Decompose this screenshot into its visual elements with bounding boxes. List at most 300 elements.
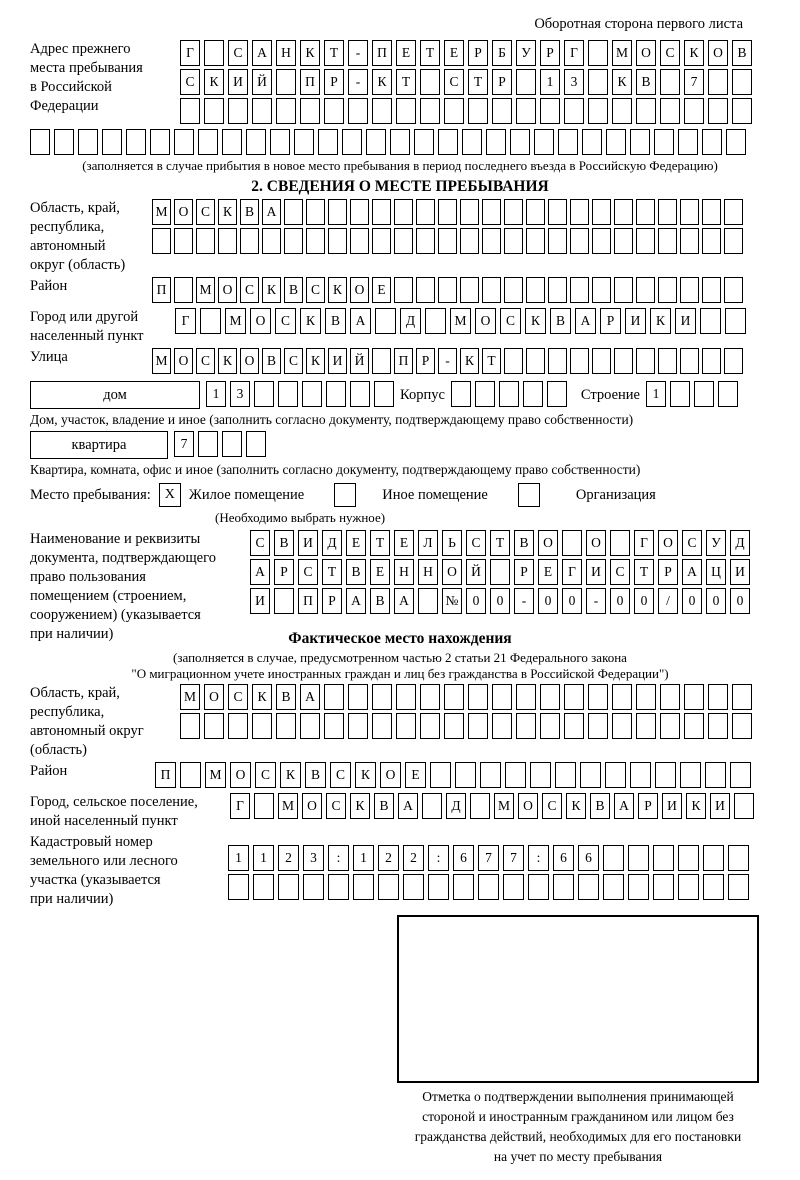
char-cell[interactable] (204, 40, 224, 66)
char-cell[interactable]: А (394, 588, 414, 614)
char-cell[interactable] (703, 845, 724, 871)
char-cell[interactable]: О (586, 530, 606, 556)
char-cell[interactable] (252, 713, 272, 739)
char-cell[interactable] (328, 228, 347, 254)
char-cell[interactable]: Д (446, 793, 466, 819)
char-cell[interactable] (422, 793, 442, 819)
char-cell[interactable] (222, 129, 242, 155)
char-cell[interactable]: Т (396, 69, 416, 95)
char-cell[interactable]: 1 (353, 845, 374, 871)
char-cell[interactable] (660, 713, 680, 739)
char-cell[interactable]: П (372, 40, 392, 66)
char-cell[interactable]: И (625, 308, 646, 334)
char-cell[interactable]: М (152, 348, 171, 374)
char-cell[interactable] (592, 228, 611, 254)
char-cell[interactable] (592, 199, 611, 225)
char-cell[interactable]: 0 (490, 588, 510, 614)
char-cell[interactable]: С (306, 277, 325, 303)
char-cell[interactable] (726, 129, 746, 155)
char-cell[interactable] (460, 228, 479, 254)
char-cell[interactable] (702, 277, 721, 303)
char-cell[interactable] (636, 98, 656, 124)
char-cell[interactable]: О (442, 559, 462, 585)
char-cell[interactable] (526, 348, 545, 374)
char-cell[interactable]: : (528, 845, 549, 871)
char-cell[interactable] (150, 129, 170, 155)
char-cell[interactable]: С (180, 69, 200, 95)
char-cell[interactable]: Ь (442, 530, 462, 556)
char-cell[interactable]: О (174, 348, 193, 374)
char-cell[interactable] (396, 684, 416, 710)
char-cell[interactable] (516, 684, 536, 710)
char-cell[interactable] (708, 98, 728, 124)
char-cell[interactable] (504, 199, 523, 225)
char-cell[interactable] (728, 845, 749, 871)
char-cell[interactable]: А (250, 559, 270, 585)
char-cell[interactable]: К (300, 308, 321, 334)
char-cell[interactable]: 0 (466, 588, 486, 614)
char-cell[interactable]: А (398, 793, 418, 819)
char-cell[interactable] (526, 199, 545, 225)
char-cell[interactable] (612, 684, 632, 710)
char-cell[interactable]: Д (730, 530, 750, 556)
char-cell[interactable] (708, 713, 728, 739)
char-cell[interactable]: Р (492, 69, 512, 95)
char-cell[interactable] (728, 874, 749, 900)
char-cell[interactable] (276, 69, 296, 95)
char-cell[interactable] (200, 308, 221, 334)
char-cell[interactable] (482, 199, 501, 225)
char-cell[interactable] (578, 874, 599, 900)
char-cell[interactable] (724, 348, 743, 374)
char-cell[interactable] (564, 684, 584, 710)
char-cell[interactable] (416, 277, 435, 303)
char-cell[interactable] (492, 684, 512, 710)
char-cell[interactable] (570, 228, 589, 254)
char-cell[interactable] (528, 874, 549, 900)
char-cell[interactable] (510, 129, 530, 155)
char-cell[interactable] (570, 199, 589, 225)
char-cell[interactable]: 2 (378, 845, 399, 871)
char-cell[interactable]: Н (418, 559, 438, 585)
char-cell[interactable] (420, 684, 440, 710)
char-cell[interactable]: М (278, 793, 298, 819)
char-cell[interactable] (548, 228, 567, 254)
char-cell[interactable] (342, 129, 362, 155)
char-cell[interactable]: Т (482, 348, 501, 374)
char-cell[interactable]: П (152, 277, 171, 303)
char-cell[interactable]: Р (468, 40, 488, 66)
char-cell[interactable]: Л (418, 530, 438, 556)
char-cell[interactable]: В (374, 793, 394, 819)
char-cell[interactable]: Н (276, 40, 296, 66)
char-cell[interactable] (680, 348, 699, 374)
char-cell[interactable]: 7 (684, 69, 704, 95)
char-cell[interactable] (375, 308, 396, 334)
char-cell[interactable]: С (466, 530, 486, 556)
char-cell[interactable] (504, 348, 523, 374)
char-cell[interactable] (372, 228, 391, 254)
char-cell[interactable] (204, 98, 224, 124)
char-cell[interactable] (204, 713, 224, 739)
char-cell[interactable] (588, 40, 608, 66)
char-cell[interactable]: М (180, 684, 200, 710)
char-cell[interactable] (636, 277, 655, 303)
char-cell[interactable]: Р (600, 308, 621, 334)
char-cell[interactable]: В (346, 559, 366, 585)
char-cell[interactable]: 6 (453, 845, 474, 871)
char-cell[interactable] (198, 431, 218, 457)
char-cell[interactable]: П (155, 762, 176, 788)
char-cell[interactable] (702, 228, 721, 254)
char-cell[interactable]: П (300, 69, 320, 95)
char-cell[interactable] (570, 277, 589, 303)
char-cell[interactable] (276, 98, 296, 124)
char-cell[interactable] (180, 713, 200, 739)
char-cell[interactable] (468, 684, 488, 710)
char-cell[interactable]: К (684, 40, 704, 66)
char-cell[interactable] (294, 129, 314, 155)
char-cell[interactable] (523, 381, 543, 407)
char-cell[interactable] (416, 199, 435, 225)
char-cell[interactable]: : (428, 845, 449, 871)
char-cell[interactable]: И (250, 588, 270, 614)
char-cell[interactable] (228, 98, 248, 124)
char-cell[interactable]: С (682, 530, 702, 556)
char-cell[interactable]: Р (324, 69, 344, 95)
char-cell[interactable]: Й (252, 69, 272, 95)
char-cell[interactable]: С (284, 348, 303, 374)
char-cell[interactable] (254, 381, 274, 407)
char-cell[interactable] (592, 348, 611, 374)
checkbox-organizatsiya[interactable] (518, 483, 540, 507)
char-cell[interactable]: В (305, 762, 326, 788)
char-cell[interactable] (612, 98, 632, 124)
char-cell[interactable]: Т (420, 40, 440, 66)
checkbox-zhiloe[interactable]: X (159, 483, 181, 507)
char-cell[interactable]: Т (322, 559, 342, 585)
char-cell[interactable] (428, 874, 449, 900)
char-cell[interactable] (482, 228, 501, 254)
char-cell[interactable] (378, 874, 399, 900)
char-cell[interactable] (390, 129, 410, 155)
char-cell[interactable]: С (330, 762, 351, 788)
char-cell[interactable] (328, 199, 347, 225)
char-cell[interactable] (420, 713, 440, 739)
char-cell[interactable]: И (298, 530, 318, 556)
char-cell[interactable]: 2 (278, 845, 299, 871)
char-cell[interactable]: 3 (564, 69, 584, 95)
char-cell[interactable] (588, 98, 608, 124)
char-cell[interactable] (54, 129, 74, 155)
char-cell[interactable] (732, 713, 752, 739)
char-cell[interactable]: - (348, 69, 368, 95)
char-cell[interactable]: 1 (228, 845, 249, 871)
char-cell[interactable] (438, 199, 457, 225)
char-cell[interactable]: С (255, 762, 276, 788)
char-cell[interactable] (678, 845, 699, 871)
char-cell[interactable] (278, 381, 298, 407)
char-cell[interactable] (614, 348, 633, 374)
char-cell[interactable] (705, 762, 726, 788)
char-cell[interactable]: О (250, 308, 271, 334)
char-cell[interactable] (555, 762, 576, 788)
char-cell[interactable] (732, 98, 752, 124)
char-cell[interactable]: О (350, 277, 369, 303)
char-cell[interactable] (732, 684, 752, 710)
char-cell[interactable]: Г (634, 530, 654, 556)
char-cell[interactable]: К (218, 348, 237, 374)
char-cell[interactable]: К (262, 277, 281, 303)
char-cell[interactable] (516, 98, 536, 124)
char-cell[interactable]: Е (346, 530, 366, 556)
char-cell[interactable]: Т (468, 69, 488, 95)
char-cell[interactable] (324, 98, 344, 124)
char-cell[interactable] (353, 874, 374, 900)
char-cell[interactable] (630, 762, 651, 788)
char-cell[interactable]: Р (514, 559, 534, 585)
char-cell[interactable]: Б (492, 40, 512, 66)
char-cell[interactable] (468, 98, 488, 124)
char-cell[interactable] (196, 228, 215, 254)
char-cell[interactable] (658, 348, 677, 374)
char-cell[interactable] (636, 228, 655, 254)
char-cell[interactable] (306, 228, 325, 254)
char-cell[interactable]: 0 (562, 588, 582, 614)
char-cell[interactable] (530, 762, 551, 788)
char-cell[interactable]: И (328, 348, 347, 374)
char-cell[interactable] (262, 228, 281, 254)
char-cell[interactable]: С (228, 684, 248, 710)
char-cell[interactable] (678, 874, 699, 900)
char-cell[interactable] (460, 277, 479, 303)
char-cell[interactable]: Д (400, 308, 421, 334)
char-cell[interactable] (636, 348, 655, 374)
char-cell[interactable] (453, 874, 474, 900)
char-cell[interactable] (350, 381, 370, 407)
char-cell[interactable] (702, 199, 721, 225)
char-cell[interactable] (558, 129, 578, 155)
char-cell[interactable] (660, 69, 680, 95)
char-cell[interactable]: А (262, 199, 281, 225)
char-cell[interactable] (548, 277, 567, 303)
char-cell[interactable]: С (542, 793, 562, 819)
char-cell[interactable] (420, 69, 440, 95)
char-cell[interactable] (499, 381, 519, 407)
char-cell[interactable] (612, 713, 632, 739)
char-cell[interactable] (438, 129, 458, 155)
char-cell[interactable] (492, 713, 512, 739)
char-cell[interactable]: К (566, 793, 586, 819)
char-cell[interactable]: / (658, 588, 678, 614)
char-cell[interactable] (684, 684, 704, 710)
char-cell[interactable] (636, 684, 656, 710)
char-cell[interactable] (374, 381, 394, 407)
char-cell[interactable] (468, 713, 488, 739)
char-cell[interactable] (684, 98, 704, 124)
char-cell[interactable] (480, 762, 501, 788)
char-cell[interactable] (678, 129, 698, 155)
char-cell[interactable] (654, 129, 674, 155)
char-cell[interactable] (703, 874, 724, 900)
char-cell[interactable] (636, 713, 656, 739)
char-cell[interactable] (553, 874, 574, 900)
char-cell[interactable] (540, 684, 560, 710)
char-cell[interactable]: 1 (540, 69, 560, 95)
char-cell[interactable]: У (516, 40, 536, 66)
char-cell[interactable] (580, 762, 601, 788)
char-cell[interactable]: В (590, 793, 610, 819)
char-cell[interactable]: М (612, 40, 632, 66)
char-cell[interactable] (475, 381, 495, 407)
char-cell[interactable] (284, 228, 303, 254)
char-cell[interactable]: К (612, 69, 632, 95)
char-cell[interactable] (708, 69, 728, 95)
char-cell[interactable]: К (306, 348, 325, 374)
char-cell[interactable] (606, 129, 626, 155)
char-cell[interactable] (348, 98, 368, 124)
char-cell[interactable]: С (196, 199, 215, 225)
char-cell[interactable]: А (575, 308, 596, 334)
char-cell[interactable]: И (710, 793, 730, 819)
char-cell[interactable] (174, 228, 193, 254)
char-cell[interactable]: К (204, 69, 224, 95)
char-cell[interactable] (702, 348, 721, 374)
char-cell[interactable] (328, 874, 349, 900)
char-cell[interactable] (318, 129, 338, 155)
char-cell[interactable] (222, 431, 242, 457)
char-cell[interactable] (680, 228, 699, 254)
char-cell[interactable]: 3 (303, 845, 324, 871)
char-cell[interactable] (588, 69, 608, 95)
char-cell[interactable]: О (518, 793, 538, 819)
char-cell[interactable]: О (708, 40, 728, 66)
char-cell[interactable] (680, 762, 701, 788)
char-cell[interactable]: С (240, 277, 259, 303)
char-cell[interactable]: Й (466, 559, 486, 585)
char-cell[interactable]: Ц (706, 559, 726, 585)
char-cell[interactable] (444, 684, 464, 710)
char-cell[interactable] (670, 381, 690, 407)
char-cell[interactable]: С (275, 308, 296, 334)
char-cell[interactable] (614, 277, 633, 303)
char-cell[interactable]: У (706, 530, 726, 556)
char-cell[interactable] (548, 348, 567, 374)
char-cell[interactable] (725, 308, 746, 334)
char-cell[interactable] (592, 277, 611, 303)
char-cell[interactable]: М (205, 762, 226, 788)
char-cell[interactable]: Р (274, 559, 294, 585)
char-cell[interactable]: 7 (174, 431, 194, 457)
char-cell[interactable]: В (370, 588, 390, 614)
char-cell[interactable] (152, 228, 171, 254)
char-cell[interactable] (503, 874, 524, 900)
char-cell[interactable] (126, 129, 146, 155)
char-cell[interactable]: М (225, 308, 246, 334)
char-cell[interactable]: Р (322, 588, 342, 614)
char-cell[interactable]: А (614, 793, 634, 819)
char-cell[interactable] (540, 98, 560, 124)
char-cell[interactable]: - (586, 588, 606, 614)
char-cell[interactable] (372, 684, 392, 710)
char-cell[interactable]: 2 (403, 845, 424, 871)
char-cell[interactable] (655, 762, 676, 788)
char-cell[interactable]: М (450, 308, 471, 334)
char-cell[interactable] (372, 713, 392, 739)
char-cell[interactable] (718, 381, 738, 407)
char-cell[interactable]: И (730, 559, 750, 585)
char-cell[interactable]: А (350, 308, 371, 334)
char-cell[interactable] (724, 228, 743, 254)
char-cell[interactable]: - (438, 348, 457, 374)
char-cell[interactable]: О (218, 277, 237, 303)
char-cell[interactable]: Г (564, 40, 584, 66)
char-cell[interactable]: К (350, 793, 370, 819)
char-cell[interactable] (218, 228, 237, 254)
char-cell[interactable] (372, 98, 392, 124)
char-cell[interactable] (653, 874, 674, 900)
char-cell[interactable]: Г (230, 793, 250, 819)
char-cell[interactable] (603, 845, 624, 871)
char-cell[interactable]: К (460, 348, 479, 374)
char-cell[interactable]: В (276, 684, 296, 710)
char-cell[interactable]: 0 (730, 588, 750, 614)
char-cell[interactable] (462, 129, 482, 155)
char-cell[interactable] (350, 228, 369, 254)
char-cell[interactable] (636, 199, 655, 225)
char-cell[interactable]: 0 (538, 588, 558, 614)
char-cell[interactable] (78, 129, 98, 155)
char-cell[interactable]: С (326, 793, 346, 819)
char-cell[interactable] (418, 588, 438, 614)
char-cell[interactable] (658, 277, 677, 303)
char-cell[interactable]: Е (372, 277, 391, 303)
char-cell[interactable] (548, 199, 567, 225)
char-cell[interactable]: К (525, 308, 546, 334)
char-cell[interactable]: В (550, 308, 571, 334)
char-cell[interactable] (732, 69, 752, 95)
char-cell[interactable] (660, 684, 680, 710)
char-cell[interactable] (547, 381, 567, 407)
char-cell[interactable]: И (675, 308, 696, 334)
char-cell[interactable] (478, 874, 499, 900)
char-cell[interactable] (724, 277, 743, 303)
char-cell[interactable] (504, 277, 523, 303)
checkbox-inoe[interactable] (334, 483, 356, 507)
char-cell[interactable]: К (372, 69, 392, 95)
char-cell[interactable]: Й (350, 348, 369, 374)
char-cell[interactable]: К (328, 277, 347, 303)
char-cell[interactable]: № (442, 588, 462, 614)
char-cell[interactable] (603, 874, 624, 900)
char-cell[interactable] (734, 793, 754, 819)
char-cell[interactable] (300, 98, 320, 124)
char-cell[interactable] (610, 530, 630, 556)
char-cell[interactable]: П (298, 588, 318, 614)
char-cell[interactable]: С (610, 559, 630, 585)
char-cell[interactable]: С (196, 348, 215, 374)
char-cell[interactable]: Е (394, 530, 414, 556)
char-cell[interactable]: Т (370, 530, 390, 556)
char-cell[interactable]: В (732, 40, 752, 66)
char-cell[interactable] (198, 129, 218, 155)
char-cell[interactable]: 1 (646, 381, 666, 407)
char-cell[interactable]: С (660, 40, 680, 66)
char-cell[interactable] (425, 308, 446, 334)
char-cell[interactable]: М (494, 793, 514, 819)
char-cell[interactable]: 6 (553, 845, 574, 871)
char-cell[interactable]: К (218, 199, 237, 225)
